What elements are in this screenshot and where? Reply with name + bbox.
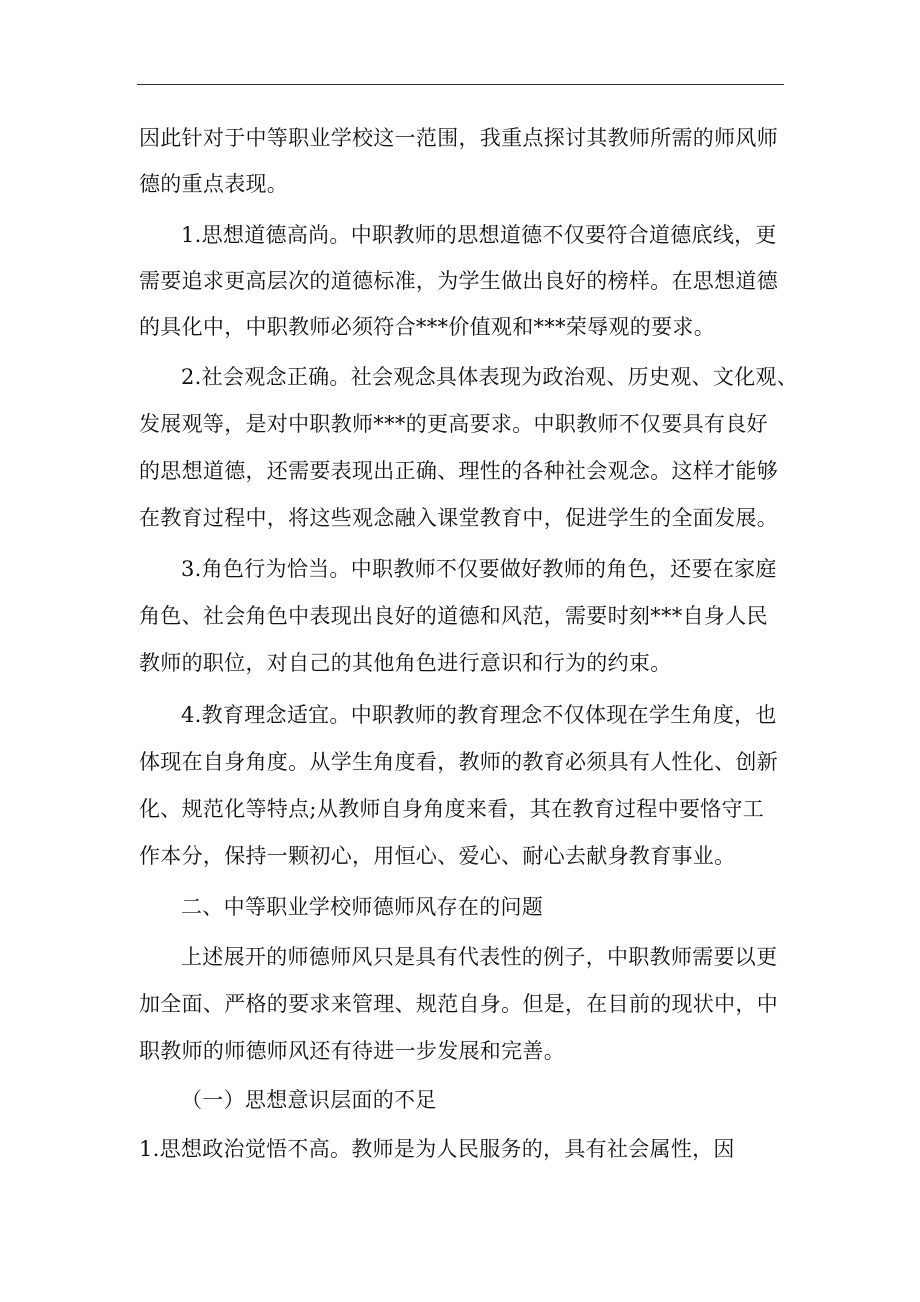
text-line: 角色、社会角色中表现出良好的道德和风范，需要时刻***自身人民 [139, 604, 768, 628]
text-line: 3.角色行为恰当。中职教师不仅要做好教师的角色，还要在家庭 [181, 557, 777, 581]
text-line: 在教育过程中，将这些观念融入课堂教育中，促进学生的全面发展。 [139, 506, 778, 530]
section-heading: 二、中等职业学校师德师风存在的问题 [181, 895, 544, 919]
text-line: 体现在自身角度。从学生角度看，教师的教育必须具有人性化、创新 [139, 750, 778, 774]
text-line: 作本分，保持一颗初心，用恒心、爱心、耐心去献身教育事业。 [139, 844, 736, 868]
text-line: 1.思想道德高尚。中职教师的思想道德不仅要符合道德底线，更 [181, 223, 777, 247]
text-line: 2.社会观念正确。社会观念具体表现为政治观、历史观、文化观、 [181, 365, 799, 389]
text-line: 德的重点表现。 [139, 172, 289, 196]
header-rule [137, 84, 784, 85]
text-line: 因此针对于中等职业学校这一范围，我重点探讨其教师所需的师风师 [139, 126, 778, 150]
text-line: 加全面、严格的要求来管理、规范自身。但是，在目前的现状中，中 [139, 992, 778, 1016]
text-line: 发展观等，是对中职教师***的更高要求。中职教师不仅要具有良好 [139, 412, 768, 436]
text-line: 1.思想政治觉悟不高。教师是为人民服务的，具有社会属性，因 [139, 1137, 735, 1161]
text-line: 教师的职位，对自己的其他角色进行意识和行为的约束。 [139, 651, 672, 675]
text-line: 需要追求更高层次的道德标准，为学生做出良好的榜样。在思想道德 [139, 269, 778, 293]
text-line: 职教师的师德师风还有待进一步发展和完善。 [139, 1039, 565, 1063]
text-line: 4.教育理念适宜。中职教师的教育理念不仅体现在学生角度，也 [181, 703, 777, 727]
text-line: 的具化中，中职教师必须符合***价值观和***荣辱观的要求。 [139, 315, 715, 339]
text-line: 上述展开的师德师风只是具有代表性的例子，中职教师需要以更 [181, 945, 778, 969]
text-line: 化、规范化等特点;从教师自身角度来看，其在教育过程中要恪守工 [139, 797, 765, 821]
text-line: 的思想道德，还需要表现出正确、理性的各种社会观念。这样才能够 [139, 459, 778, 483]
subsection-heading: （一）思想意识层面的不足 [181, 1088, 437, 1112]
